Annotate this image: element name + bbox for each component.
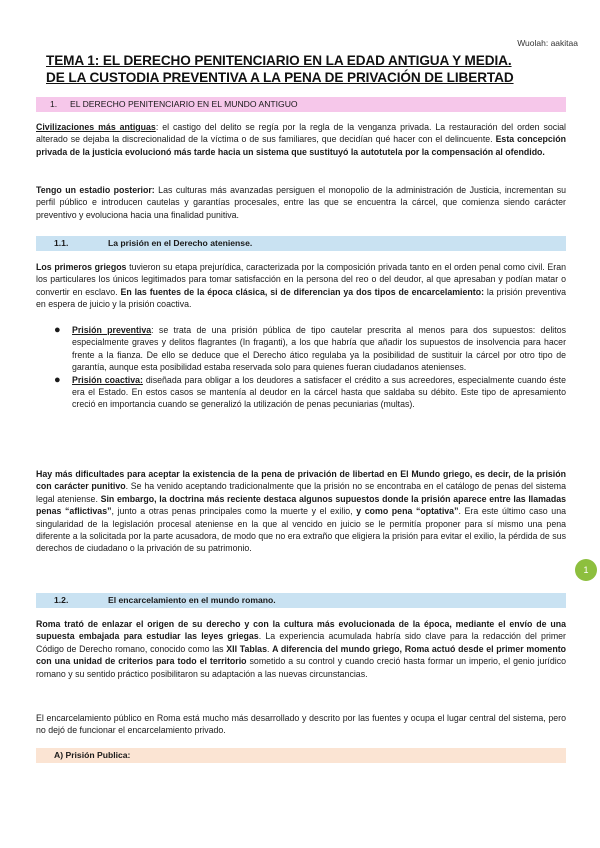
title-line-1: TEMA 1: EL DERECHO PENITENCIARIO EN LA EDAD ANTIGUA Y MEDIA. — [46, 53, 512, 68]
paragraph-bold: A diferencia del mundo griego, Roma actuó desde el primer momento con una unidad de criterios para todo el territorio — [36, 643, 567, 667]
subsection-heading-1-2 — [36, 593, 566, 608]
paragraph-text: El encarcelamiento público en Roma está mucho más desarrollado y descrito por las fuentes y ocupa el lugar central del sistema, pero no dejó de funcionar el encarcelamiento privado. — [36, 713, 566, 736]
paragraph-bold: Sin embargo, la doctrina más reciente destaca algunos supuestos donde la prisión aparece entre las llamadas penas “aflictivas” — [36, 493, 566, 517]
bullet-icon: ● — [54, 324, 61, 336]
paragraph-bold: Roma trató de enlazar el origen de su derecho y con la cultura más evolucionada de la época, mediante el envío de una supuesta embajada para estudiar las leyes griegas — [36, 619, 566, 642]
paragraph-text: . Era este último caso una singularidad de la legislación procesal ateniense en la que al vencido en juicio se le permitía proponer para sí mismo una pena diferente a la solicitada por la parte acusadora, de modo que no era extraño que eligiera la prisión para evitar el exilio, la pérdida de sus derechos de ciudadano o la privación de su patrimonio. — [36, 506, 566, 554]
paragraph-roma — [36, 618, 566, 680]
paragraph-text: , junto a otras penas principales como la muerte y el exilio, — [111, 506, 357, 517]
paragraph-bold: y como pena “optativa” — [356, 506, 459, 517]
paragraph-text: . — [266, 643, 273, 654]
bullet-text: diseñada para obligar a los deudores a satisfacer el crédito a sus acreedores, especialmente cuando éste era el Estado. En estos casos se mantenía al deudor en la cárcel hasta que saldaba su débito. Este tipo de apresamiento creció en importancia cuando se generalizó la utilización de penas pecuniarias (multas). — [72, 374, 567, 410]
bullet-term: Prisión coactiva: — [72, 374, 143, 385]
section-heading-1 — [36, 97, 566, 112]
bullet-term: Prisión preventiva — [72, 325, 152, 335]
paragraph-primeros-griegos — [36, 261, 566, 311]
subsection-label: El encarcelamiento en el mundo romano. — [108, 595, 276, 605]
paragraph-text: sometido a su control y cuando creció hasta formar un imperio, el genio jurídico romano y su sentido práctico posibilitaron su adaptación a las nuevas circunstancias. — [36, 656, 566, 679]
paragraph-text: . Se ha venido aceptando tradicionalmente que la prisión no se encontraba en el catálogo de penas del sistema legal ateniense. — [36, 481, 566, 504]
page-title — [46, 52, 566, 86]
subsection-label: La prisión en el Derecho ateniense. — [108, 238, 253, 248]
list-item — [52, 324, 566, 374]
paragraph-civilizaciones — [36, 121, 566, 158]
paragraph-bold: XII Tablas — [226, 643, 267, 654]
bullet-list — [52, 324, 566, 411]
subsection-number: 1.1. — [54, 238, 69, 248]
lead-term: Los primeros griegos — [36, 262, 127, 272]
paragraph-bold: En las fuentes de la época clásica, si de diferencian ya dos tipos de encarcelamiento: — [120, 286, 484, 297]
subsection-heading-1-1 — [36, 236, 566, 251]
paragraph-dificultades — [36, 468, 566, 555]
paragraph-encarcelamiento-publico — [36, 712, 566, 737]
lead-term: Civilizaciones más antiguas — [36, 122, 156, 132]
page-number-badge: 1 — [575, 559, 597, 581]
section-label: EL DERECHO PENITENCIARIO EN EL MUNDO ANTIGUO — [70, 99, 298, 109]
paragraph-text: Las culturas más avanzadas persiguen el monopolio de la administración de Justicia, incrementan su perfil público e introducen cautelas y garantías procesales, entre las que se encuentra la cárcel, que comienza siendo carácter preventivo y evoluciona hacia una finalidad punitiva. — [36, 185, 566, 220]
lead-term: Tengo un estadio posterior: — [36, 185, 155, 195]
bullet-text: : se trata de una prisión pública de tipo cautelar prescrita al menos para dos supuestos: delitos especialmente graves y delitos flagrantes (In fraganti), a los que habría que añadir los supuestos de insolvencia para hacer frente a la fianza. De ello se deduce que el Derecho ático regulaba ya la posibilidad de sustituir la cárcel por otro tipo de garantía, aunque esta posibilidad estaba reservada solo para quienes fueran ciudadanos atenienses. — [72, 325, 566, 373]
watermark: Wuolah: aakitaa — [517, 38, 578, 48]
paragraph-estadio — [36, 184, 566, 221]
bullet-icon: ● — [54, 373, 61, 386]
subsection-label: A) Prisión Publica: — [54, 750, 131, 760]
paragraph-text: . La experiencia acumulada habría sido clave para la redacción del primer Código de Derecho romano, conocido como las — [36, 631, 566, 654]
subsection-heading-a — [36, 748, 566, 763]
subsection-number: 1.2. — [54, 595, 69, 605]
list-item — [52, 374, 566, 411]
paragraph-bold: Hay más dificultades para aceptar la existencia de la pena de privación de libertad en El Mundo griego, es decir, de la prisión con carácter punitivo — [36, 469, 566, 492]
title-line-2: DE LA CUSTODIA PREVENTIVA A LA PENA DE PRIVACIÓN DE LIBERTAD — [46, 70, 514, 85]
paragraph-text: tuvieron su etapa prejurídica, caracterizada por la composición privada tanto en el orden penal como civil. Eran los particulares los únicos legitimados para tomar satisfacción en la persona del reo o del deudor, al que apresaban y podían matar o convertir en esclavo. — [36, 262, 566, 297]
paragraph-bold: Esta concepción privada de la justicia evolucionó más tarde hacia un sistema que sustituyó la autotutela por la compensación al ofendido. — [36, 134, 566, 157]
paragraph-text: : el castigo del delito se regía por la regla de la venganza privada. La restauración del orden social alterado se dejaba la discrecionalidad de la víctima o de sus familiares, que decidían qué hacer con el delincuente. — [36, 122, 566, 145]
section-number: 1. — [50, 99, 58, 109]
paragraph-tail: la prisión preventiva en espera de juicio y la prisión coactiva. — [36, 286, 566, 310]
